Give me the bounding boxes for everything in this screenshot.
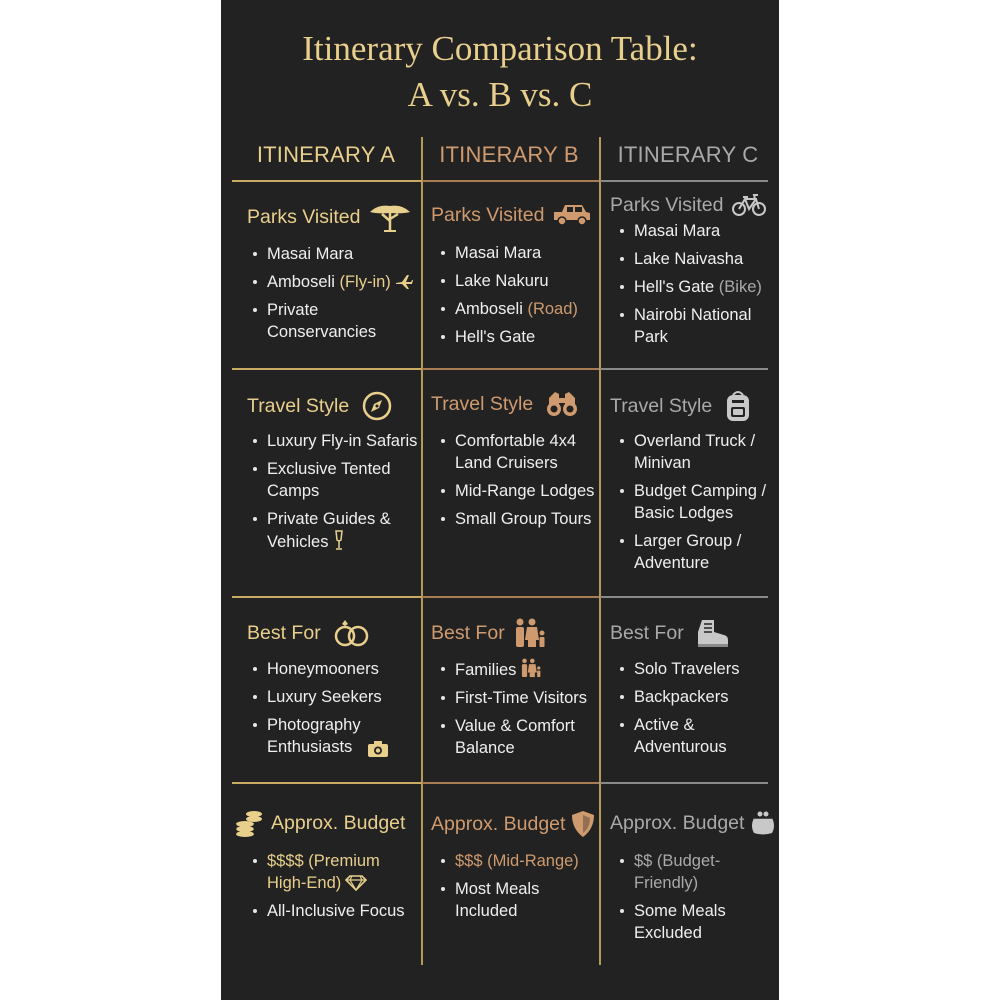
list-item: Lake Naivasha	[614, 248, 774, 270]
row-divider	[600, 180, 768, 182]
row-divider	[232, 180, 422, 182]
family-icon	[520, 658, 542, 678]
row-divider	[422, 782, 599, 784]
row-divider	[600, 596, 768, 598]
list-item: $$$ (Mid-Range)	[435, 850, 600, 872]
list-item: Nairobi National Park	[614, 304, 774, 348]
parks-list-a	[247, 243, 419, 349]
column-header-b: ITINERARY B	[439, 142, 579, 167]
safari-jeep-icon	[552, 202, 592, 228]
parks-visited-heading-a: Parks Visited	[247, 202, 412, 232]
list-item: Mid-Range Lodges	[435, 480, 600, 502]
coin-stack-icon	[235, 808, 263, 838]
best-for-heading-a: Best For	[247, 618, 371, 648]
bicycle-icon	[731, 193, 767, 217]
list-item: Private Conservancies	[247, 299, 419, 343]
diamond-icon	[345, 875, 367, 891]
travel-style-list-c	[614, 430, 779, 580]
camera-icon	[367, 740, 389, 758]
list-item: Comfortable 4x4 Land Cruisers	[435, 430, 600, 474]
row-divider	[232, 368, 422, 370]
parks-list-b	[435, 242, 600, 354]
backpack-icon	[724, 390, 752, 422]
list-item: Masai Mara	[435, 242, 600, 264]
comparison-card	[221, 0, 779, 1000]
list-item: Masai Mara	[247, 243, 419, 265]
row-divider	[600, 782, 768, 784]
list-item: Hell's Gate (Bike)	[614, 276, 774, 298]
budget-list-c	[614, 850, 774, 950]
list-item: Families	[435, 658, 600, 681]
family-icon	[513, 618, 547, 648]
list-item: Small Group Tours	[435, 508, 600, 530]
budget-heading-b: Approx. Budget	[431, 810, 595, 838]
list-item: Photography Enthusiasts	[247, 714, 421, 758]
list-item: Active & Adventurous	[614, 714, 774, 758]
list-item: Solo Travelers	[614, 658, 774, 680]
list-item: Amboseli (Fly-in)	[247, 271, 419, 293]
coin-purse-icon	[750, 810, 776, 836]
parks-visited-heading-c: Parks Visited	[610, 193, 767, 217]
budget-list-b	[435, 850, 600, 928]
list-item: $$$$ (Premium High-End)	[247, 850, 421, 894]
list-item: Luxury Fly-in Safaris	[247, 430, 421, 452]
acacia-tree-icon	[368, 202, 412, 232]
list-item: Overland Truck / Minivan	[614, 430, 779, 474]
list-item: Backpackers	[614, 686, 774, 708]
list-item: Masai Mara	[614, 220, 774, 242]
list-item: Hell's Gate	[435, 326, 600, 348]
title-line-2: A vs. B vs. C	[407, 75, 593, 114]
list-item: Most Meals Included	[435, 878, 600, 922]
travel-style-heading-b: Travel Style	[431, 390, 579, 418]
budget-heading-c: Approx. Budget	[610, 810, 776, 836]
budget-list-a	[247, 850, 421, 928]
parks-list-c	[614, 220, 774, 354]
row-divider	[422, 180, 599, 182]
column-header-a: ITINERARY A	[256, 142, 396, 167]
row-divider	[232, 782, 422, 784]
travel-style-list-b	[435, 430, 600, 536]
airplane-icon	[395, 274, 413, 290]
page-title	[221, 26, 779, 118]
column-header-c: ITINERARY C	[617, 142, 759, 167]
list-item: Amboseli (Road)	[435, 298, 600, 320]
rings-icon	[333, 618, 371, 648]
list-item: All-Inclusive Focus	[247, 900, 421, 922]
title-line-1: Itinerary Comparison Table:	[302, 29, 698, 68]
list-item: Larger Group / Adventure	[614, 530, 779, 574]
budget-heading-a: Approx. Budget	[235, 808, 405, 838]
list-item: Value & Comfort Balance	[435, 715, 600, 759]
list-item: Private Guides & Vehicles	[247, 508, 421, 553]
best-for-list-b	[435, 658, 600, 765]
list-item: Budget Camping / Basic Lodges	[614, 480, 779, 524]
travel-style-heading-c: Travel Style	[610, 390, 752, 422]
shield-icon	[571, 810, 595, 838]
travel-style-list-a	[247, 430, 421, 559]
best-for-list-a	[247, 658, 421, 764]
best-for-heading-b: Best For	[431, 618, 547, 648]
compass-icon	[361, 390, 393, 422]
parks-visited-heading-b: Parks Visited	[431, 202, 592, 228]
best-for-list-c	[614, 658, 774, 764]
column-divider	[421, 137, 423, 965]
hiking-boot-icon	[694, 618, 730, 648]
list-item: Luxury Seekers	[247, 686, 421, 708]
list-item: First-Time Visitors	[435, 687, 600, 709]
list-item: Lake Nakuru	[435, 270, 600, 292]
list-item: Honeymooners	[247, 658, 421, 680]
best-for-heading-c: Best For	[610, 618, 730, 648]
binoculars-icon	[545, 390, 579, 418]
row-divider	[600, 368, 768, 370]
champagne-glass-icon	[332, 530, 346, 550]
row-divider	[422, 596, 599, 598]
row-divider	[232, 596, 422, 598]
list-item: Exclusive Tented Camps	[247, 458, 421, 502]
list-item: Some Meals Excluded	[614, 900, 774, 944]
travel-style-heading-a: Travel Style	[247, 390, 393, 422]
row-divider	[422, 368, 599, 370]
list-item: $$ (Budget-Friendly)	[614, 850, 774, 894]
